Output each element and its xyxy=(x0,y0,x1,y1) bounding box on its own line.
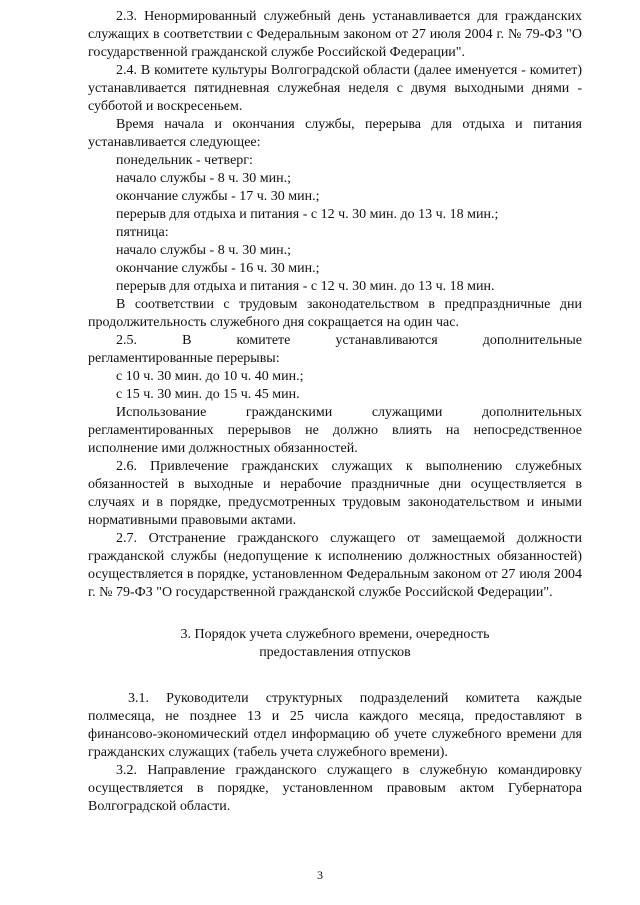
schedule-weekdays-start: начало службы - 8 ч. 30 мин.; xyxy=(116,171,291,186)
document-page xyxy=(88,8,582,816)
schedule-friday-end: окончание службы - 16 ч. 30 мин.; xyxy=(116,261,320,276)
schedule-friday-label: пятница: xyxy=(116,225,169,240)
break-item: с 10 ч. 30 мин. до 10 ч. 40 мин.; xyxy=(116,369,304,384)
paragraph-2-5-tail: регламентированные перерывы: xyxy=(88,351,280,366)
paragraph-schedule-intro: Время начала и окончания службы, перерыва для отдыха и питания устанавливается следующее: xyxy=(88,117,582,150)
paragraph-2-5-head: 2.5. В комитете устанавливаются дополнительные xyxy=(116,333,582,348)
paragraph-2-6: 2.6. Привлечение гражданских служащих к выполнению служебных обязанностей в выходные и нерабочие праздничные дни осуществляется в случаях и в порядке, предусмотренных трудовым законодательством и иными нормативными правовыми актами. xyxy=(88,459,582,528)
paragraph-holiday-note: В соответствии с трудовым законодательством в предпраздничные дни продолжительность служебного дня сокращается на один час. xyxy=(88,297,582,330)
schedule-weekdays-label: понедельник - четверг: xyxy=(116,153,253,168)
paragraph-2-7: 2.7. Отстранение гражданского служащего от замещаемой должности гражданской службы (недопущение к исполнению должностных обязанностей) осуществляется в порядке, установленном Федеральным законом от 27 июля 2004 г. № 79-ФЗ "О государственной гражданской службе Российской Федерации". xyxy=(88,531,582,600)
section-3-title-line1: 3. Порядок учета служебного времени, очередность xyxy=(180,627,490,642)
paragraph-breaks-note: Использование гражданскими служащими дополнительных регламентированных перерывов не должно влиять на непосредственное исполнение ими должностных обязанностей. xyxy=(88,405,582,456)
schedule-weekdays-break: перерыв для отдыха и питания - с 12 ч. 30 мин. до 13 ч. 18 мин.; xyxy=(116,207,499,222)
schedule-weekdays-end: окончание службы - 17 ч. 30 мин.; xyxy=(116,189,320,204)
paragraph-3-1: 3.1. Руководители структурных подразделений комитета каждые полмесяца, не позднее 13 и 25 числа каждого месяца, предоставляют в финансово-экономический отдел информацию об учете служебного времени для гражданских служащих (табель учета служебного времени). xyxy=(88,691,582,760)
schedule-friday-break: перерыв для отдыха и питания - с 12 ч. 30 мин. до 13 ч. 18 мин. xyxy=(116,279,495,294)
schedule-friday-start: начало службы - 8 ч. 30 мин.; xyxy=(116,243,291,258)
paragraph-3-2: 3.2. Направление гражданского служащего в служебную командировку осуществляется в порядке, установленном правовым актом Губернатора Волгоградской области. xyxy=(88,763,582,814)
page-number: 3 xyxy=(317,868,323,882)
section-3-title-line2: предоставления отпусков xyxy=(259,645,411,660)
paragraph-2-4: 2.4. В комитете культуры Волгоградской области (далее именуется - комитет) устанавливается пятидневная служебная неделя с двумя выходными днями - субботой и воскресеньем. xyxy=(88,63,582,114)
break-item: с 15 ч. 30 мин. до 15 ч. 45 мин. xyxy=(116,387,300,402)
paragraph-2-3: 2.3. Ненормированный служебный день устанавливается для гражданских служащих в соответствии с Федеральным законом от 27 июля 2004 г. № 79-ФЗ "О государственной гражданской службе Российской Федерации". xyxy=(88,9,582,60)
